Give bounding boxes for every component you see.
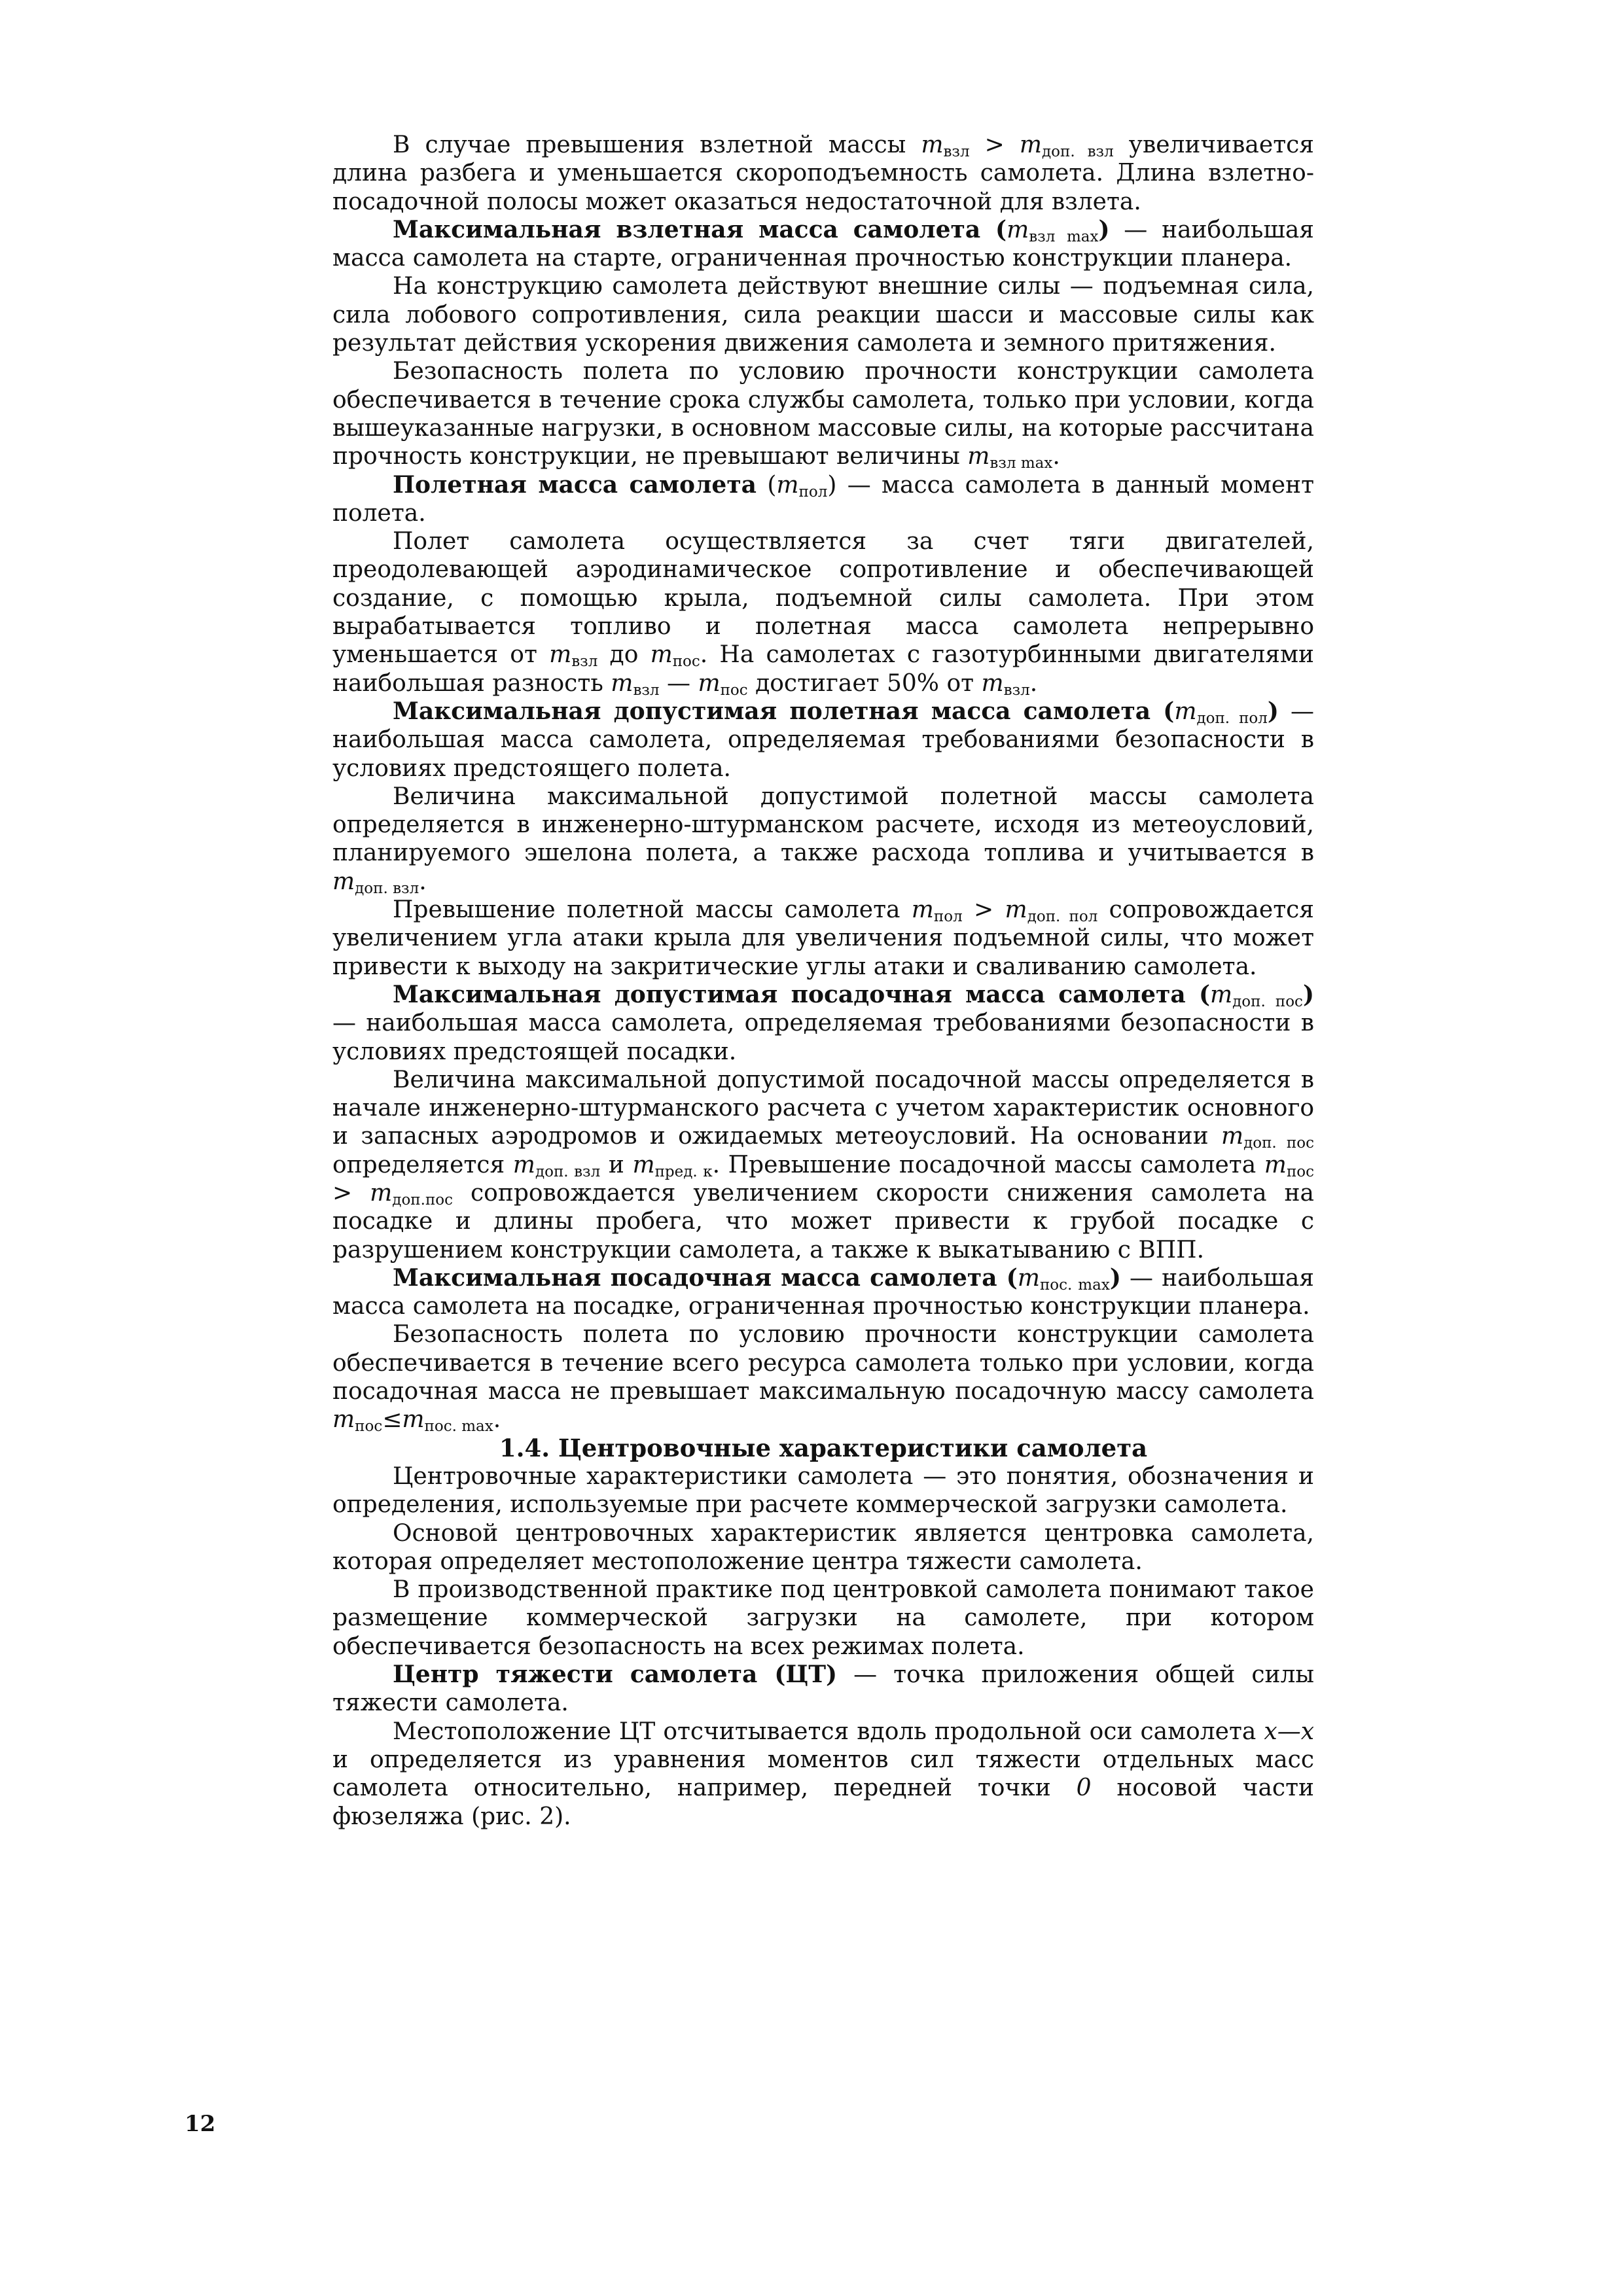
text: ( — [997, 1263, 1018, 1292]
math-symbol: m — [911, 896, 934, 924]
text: Безопасность полета по условию прочности конструкции самолета обеспечивается в течение всего ресурса самолета только при условии, когда посадочная масса не превышает максимальную посадочную массу самолета — [332, 1321, 1314, 1405]
text: Полет самолета осуществляется за счет тяги двигателей, преодолевающей аэродинамическое сопротивление и обеспечивающей создание, с помощью крыла, подъемной силы самолета. При этом вырабатывается топливо и полетная масса самолета непрерывно уменьшается от — [332, 528, 1314, 669]
paragraph-takeoff-overweight — [332, 131, 1314, 216]
text: — наибольшая масса самолета, определяемая требованиями безопасности в условиях предстоящей посадки. — [332, 1010, 1314, 1065]
text: ) — масса самолета в данный момент полета. — [332, 471, 1314, 527]
math-symbol: m — [650, 641, 673, 669]
section-heading: 1.4. Центровочные характеристики самолета — [499, 1433, 1148, 1462]
math-subscript: взл — [943, 143, 970, 160]
page-number: 12 — [185, 2111, 216, 2137]
text: ( — [980, 215, 1007, 243]
text: Местоположение ЦТ отсчитывается вдоль продольной оси самолета — [393, 1718, 1264, 1745]
term: Максимальная допустимая посадочная масса самолета — [393, 980, 1186, 1008]
text: ( — [1185, 980, 1210, 1008]
text: носовой части фюзеляжа (рис. 2). — [332, 1775, 1314, 1830]
text: Величина максимальной допустимой посадочной массы определяется в начале инженерно-штурманского расчета с учетом характеристик основного и запасных аэродромов и ожидаемых метеоусловий. На основании — [332, 1066, 1314, 1150]
math-subscript: взл — [571, 653, 598, 671]
math-symbol: m — [967, 443, 990, 470]
text: и — [600, 1151, 633, 1178]
text: ) — [1109, 1263, 1121, 1292]
math-subscript: доп. пос — [1243, 1135, 1314, 1152]
text: > — [332, 1179, 370, 1207]
math-symbol: m — [1017, 1264, 1040, 1292]
text: . На самолетах с газотурбинными двигателями наибольшая разность — [332, 641, 1314, 697]
text: увеличивается длина разбега и уменьшается скороподъемность самолета. Длина взлетно-посадочной полосы может оказаться недостаточной для взлета. — [332, 132, 1314, 215]
math-symbol: m — [332, 1406, 355, 1434]
text: Величина максимальной допустимой полетной массы самолета определяется в инженерно-штурманском расчете, исходя из метеоусловий, планируемого эшелона полета, а также расхода топлива и учитывается в — [332, 783, 1314, 867]
paragraph-flight-mass — [332, 471, 1314, 528]
paragraph-landing-strength-safety — [332, 1320, 1314, 1434]
math-subscript: доп. пос — [1232, 993, 1303, 1010]
math-symbol: m — [370, 1179, 393, 1207]
math-subscript: пос — [720, 681, 748, 699]
term: Максимальная допустимая полетная масса самолета — [393, 697, 1151, 725]
text: ≤ — [382, 1406, 402, 1434]
text: . — [1029, 669, 1038, 697]
paragraph-center-of-gravity — [332, 1661, 1314, 1718]
text: . Превышение посадочной массы самолета — [712, 1151, 1264, 1178]
text: — точка приложения общей силы тяжести самолета. — [332, 1661, 1315, 1717]
text: Безопасность полета по условию прочности конструкции самолета обеспечивается в течение срока службы самолета, только при условии, когда вышеуказанные нагрузки, в основном массовые силы, на которые рассчитана прочность конструкции, не превышают величины — [332, 358, 1314, 470]
text: . — [493, 1406, 501, 1434]
math-symbol: m — [1019, 132, 1043, 158]
text: Превышение полетной массы самолета — [393, 896, 912, 924]
math-subscript: доп. взл — [355, 879, 419, 897]
math-subscript: взл — [633, 681, 660, 699]
math-subscript: доп. взл — [535, 1163, 601, 1180]
math-subscript: взл — [1003, 681, 1030, 699]
math-symbol: m — [512, 1151, 535, 1178]
text: и определяется из уравнения моментов сил тяжести отдельных масс самолета относительно, например, передней точки — [332, 1746, 1314, 1802]
math-symbol: m — [1221, 1123, 1244, 1150]
paragraph-max-allowed-landing-mass — [332, 981, 1314, 1066]
math-symbol: m — [402, 1406, 425, 1434]
text: Центровочные характеристики самолета — это понятия, обозначения и определения, используемые при расчете коммерческой загрузки самолета. — [332, 1462, 1314, 1519]
text: ) — [1302, 980, 1314, 1008]
text: ( — [1150, 697, 1175, 725]
math-symbol: 0 — [1076, 1775, 1092, 1802]
paragraph-centering-basis — [332, 1519, 1314, 1576]
math-symbol: m — [1007, 216, 1029, 243]
math-symbol: m — [611, 669, 633, 697]
text: В случае превышения взлетной массы — [393, 132, 921, 158]
math-symbol: m — [549, 641, 572, 669]
text: ) — [1267, 697, 1279, 725]
math-symbol: m — [698, 669, 721, 697]
math-symbol: m — [776, 471, 799, 499]
math-symbol: m — [332, 868, 355, 895]
text: > — [969, 132, 1020, 158]
text: Основой центровочных характеристик является центровка самолета, которая определяет местоположение центра тяжести самолета. — [332, 1519, 1314, 1575]
paragraph-flight-mass-calculation — [332, 783, 1314, 896]
paragraph-strength-safety — [332, 357, 1314, 470]
math-symbol: m — [632, 1151, 655, 1178]
math-subscript: пос — [1286, 1163, 1314, 1180]
text: ( — [756, 471, 777, 499]
text: — наибольшая масса самолета, определяемая требованиями безопасности в условиях предстоящего полета. — [332, 698, 1314, 782]
text: достигает 50% от — [747, 669, 982, 697]
text: — наибольшая масса самолета на старте, ограниченная прочностью конструкции планера. — [332, 216, 1314, 272]
math-subscript: пред. к — [654, 1163, 713, 1180]
document-body — [332, 131, 1314, 1831]
math-subscript: пол — [798, 483, 828, 501]
paragraph-cg-location — [332, 1718, 1314, 1831]
math-subscript: пос — [355, 1418, 383, 1436]
math-symbol: m — [921, 132, 944, 158]
term: Полетная масса самолета — [393, 470, 757, 499]
term: Центр тяжести самолета (ЦТ) — [393, 1661, 838, 1689]
math-symbol: m — [1174, 698, 1197, 725]
paragraph-landing-mass-calculation — [332, 1066, 1314, 1264]
math-symbol: m — [1210, 981, 1233, 1008]
math-subscript: пос. max — [1039, 1276, 1110, 1294]
paragraph-flight-overweight — [332, 896, 1314, 981]
text: определяется — [332, 1151, 513, 1178]
text: — — [659, 669, 698, 697]
paragraph-centering-characteristics — [332, 1462, 1314, 1519]
term: Максимальная взлетная масса самолета — [393, 215, 981, 243]
paragraph-external-forces — [332, 272, 1314, 357]
text: > — [962, 896, 1005, 924]
term: Максимальная посадочная масса самолета — [393, 1263, 997, 1292]
paragraph-max-takeoff-mass — [332, 216, 1314, 273]
text: В производственной практике под центровкой самолета понимают такое размещение коммерческой загрузки на самолете, при котором обеспечивается безопасность на всех режимах полета. — [332, 1576, 1314, 1660]
text: до — [597, 641, 651, 669]
math-subscript: доп. пол — [1196, 709, 1268, 727]
text: . — [419, 868, 427, 895]
text: . — [1052, 443, 1060, 470]
text: сопровождается увеличением угла атаки крыла для увеличения подъемной силы, что может привести к выходу на закритические углы атаки и сваливанию самолета. — [332, 896, 1314, 980]
math-subscript: пос — [672, 653, 700, 671]
text: ) — [1098, 215, 1110, 243]
paragraph-max-landing-mass — [332, 1264, 1314, 1321]
text: — наибольшая масса самолета на посадке, ограниченная прочностью конструкции планера. — [332, 1264, 1315, 1320]
paragraph-max-allowed-flight-mass — [332, 698, 1314, 783]
math-subscript: доп. пол — [1027, 908, 1098, 926]
math-subscript: доп.пос — [392, 1191, 454, 1209]
math-symbol: m — [1264, 1151, 1287, 1178]
math-symbol: m — [981, 669, 1004, 697]
text: На конструкцию самолета действуют внешние силы — подъемная сила, сила лобового сопротивления, сила реакции шасси и массовые силы как результат действия ускорения движения самолета и земного притяжения. — [332, 273, 1314, 357]
math-subscript: взл max — [990, 455, 1053, 472]
paragraph-flight-thrust — [332, 527, 1314, 698]
paragraph-centering-practice — [332, 1576, 1314, 1661]
text: сопровождается увеличением скорости снижения самолета на посадке и длины пробега, что может привести к грубой посадке с разрушением конструкции самолета, а также к выкатыванию с ВПП. — [332, 1179, 1315, 1263]
math-subscript: доп. взл — [1042, 143, 1114, 160]
math-subscript: взл max — [1029, 228, 1099, 245]
math-symbol: m — [1005, 896, 1027, 924]
math-subscript: пос. max — [424, 1418, 493, 1436]
math-subscript: пол — [933, 908, 963, 926]
math-symbol: x—x — [1264, 1718, 1314, 1745]
